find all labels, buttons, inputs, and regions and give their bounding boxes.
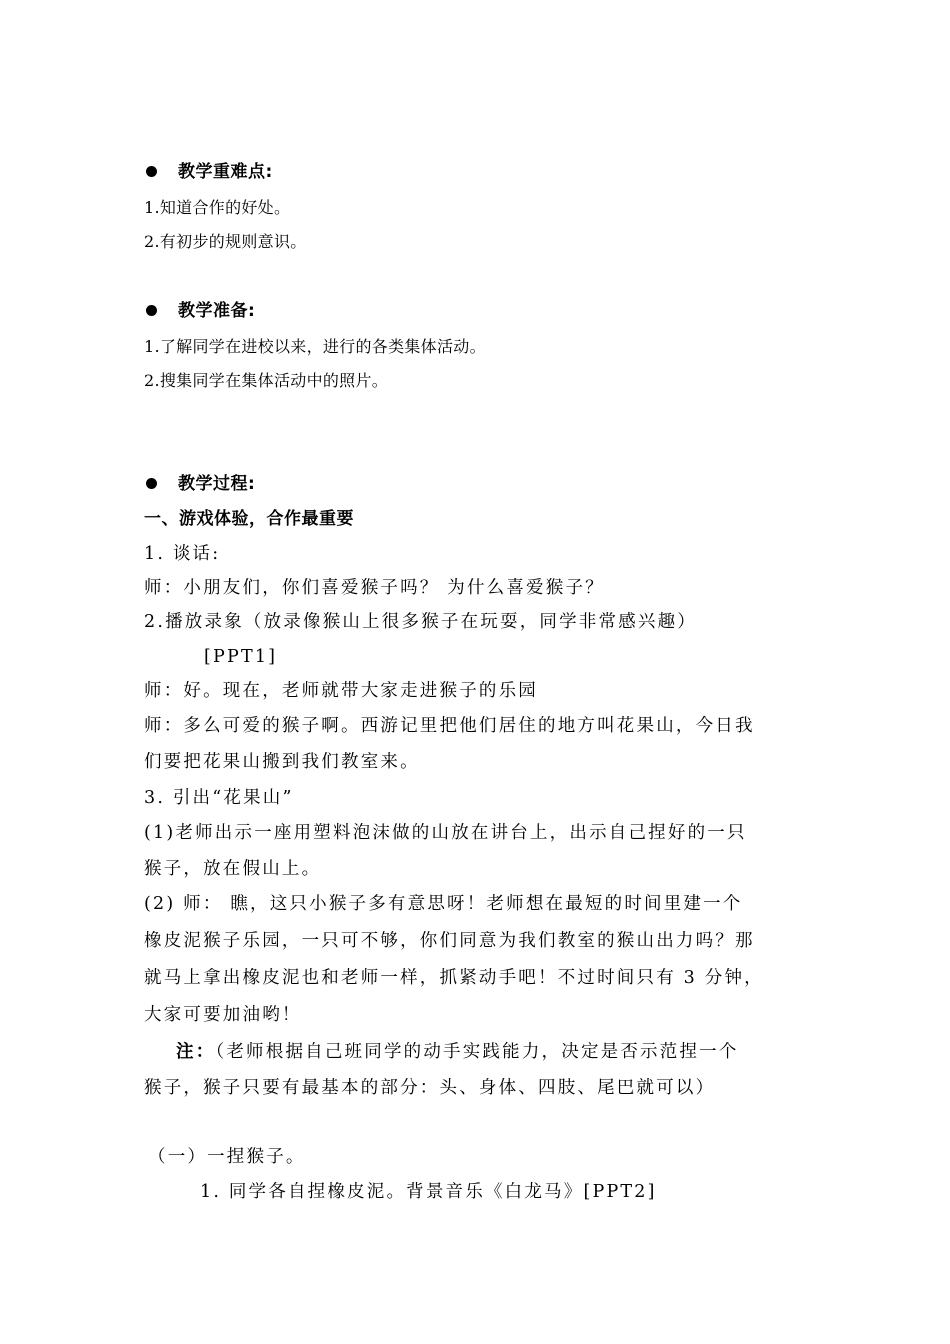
process-line-1: 1. 谈话: [144,544,221,564]
process-line-8: 3. 引出“花果山” [144,788,294,808]
bullet-icon [146,166,157,177]
bullet-icon [146,305,157,316]
process-line-5: 师：好。现在，老师就带大家走进猴子的乐园 [144,681,538,701]
process-line-12: 橡皮泥猴子乐园，一只可不够，你们同意为我们教室的猴山出力吗？那 [144,931,755,951]
process-line-10: 猴子，放在假山上。 [144,859,322,879]
process-line-14: 大家可要加油哟！ [144,1005,302,1025]
section-heading-difficulty: 教学重难点: [178,162,273,182]
preparation-item-1: 1.了解同学在进校以来，进行的各类集体活动。 [144,337,486,356]
note-line-2: 猴子，猴子只要有最基本的部分：头、身体、四肢、尾巴就可以） [144,1078,716,1098]
difficulty-item-2: 2.有初步的规则意识。 [144,232,307,251]
process-line-9: (1)老师出示一座用塑料泡沫做的山放在讲台上，出示自己捏好的一只 [144,823,747,843]
note-text-1: （老师根据自己班同学的动手实践能力，决定是否示范捏一个 [215,1042,739,1062]
note-label: 注： [176,1042,216,1062]
process-line-11: (2) 师： 瞧，这只小猴子多有意思呀！老师想在最短的时间里建一个 [144,894,743,914]
process-line-3: 2.播放录象（放录像猴山上很多猴子在玩耍，同学非常感兴趣） [144,612,697,632]
bullet-icon [146,478,157,489]
part1-title: 一、游戏体验，合作最重要 [144,509,354,529]
subsection-title: （一）一捏猴子。 [148,1147,306,1167]
process-line-2: 师：小朋友们，你们喜爱猴子吗？ 为什么喜爱猴子？ [144,578,605,598]
subsection-item-1: 1. 同学各自捏橡皮泥。背景音乐《白龙马》[PPT2] [200,1182,657,1202]
difficulty-item-1: 1.知道合作的好处。 [144,198,291,217]
section-heading-process: 教学过程: [178,474,256,494]
section-heading-preparation: 教学准备: [178,301,256,321]
process-line-6: 师：多么可爱的猴子啊。西游记里把他们居住的地方叫花果山，今日我 [144,716,755,736]
process-line-13: 就马上拿出橡皮泥也和老师一样，抓紧动手吧！不过时间只有 3 分钟， [144,968,764,988]
preparation-item-2: 2.搜集同学在集体活动中的照片。 [144,371,389,390]
ppt1-marker: [PPT1] [204,647,278,667]
note-line-1 [176,1040,739,1064]
process-line-7: 们要把花果山搬到我们教室来。 [144,752,420,772]
